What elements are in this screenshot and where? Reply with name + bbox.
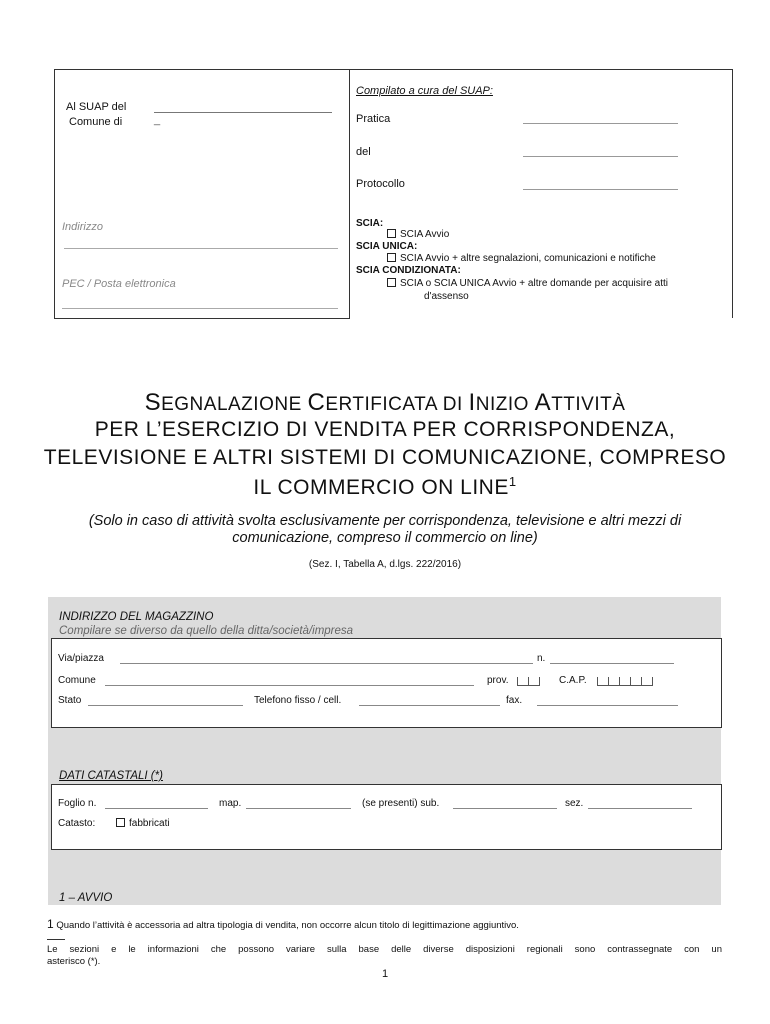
scia-label: SCIA:	[356, 218, 384, 229]
scia-condizionata-text: SCIA o SCIA UNICA Avvio + altre domande per acquisire atti	[400, 278, 669, 289]
footnote	[47, 917, 519, 931]
sub-label: (se presenti) sub.	[362, 798, 440, 809]
avvio-heading: 1 – AVVIO	[59, 892, 113, 904]
scia-avvio-option[interactable]	[387, 229, 449, 240]
sub-field[interactable]	[453, 808, 557, 809]
fax-label: fax.	[506, 695, 523, 706]
scia-unica-option[interactable]	[387, 253, 656, 264]
footnote-text: Quando l’attività è accessoria ad altra tipologia di vendita, non occorre alcun titolo di legittimazione aggiuntivo.	[56, 920, 519, 931]
n-field[interactable]	[550, 663, 674, 664]
map-label: map.	[219, 798, 242, 809]
protocollo-field[interactable]	[523, 189, 678, 190]
checkbox-icon[interactable]	[116, 818, 125, 827]
cap-field[interactable]	[597, 677, 653, 689]
fabbricati-text: fabbricati	[129, 818, 170, 829]
sez-field[interactable]	[588, 808, 692, 809]
map-field[interactable]	[246, 808, 351, 809]
foglio-label: Foglio n.	[58, 798, 97, 809]
checkbox-icon[interactable]	[387, 278, 396, 287]
del-label: del	[356, 146, 371, 158]
comune-row-field[interactable]	[105, 685, 474, 686]
footnote-divider	[47, 939, 65, 940]
compiled-by-heading: Compilato a cura del SUAP:	[356, 85, 493, 97]
indirizzo-label: Indirizzo	[62, 221, 103, 233]
comune-field[interactable]: _	[154, 114, 161, 126]
pec-field[interactable]	[62, 308, 338, 309]
footnote-number: 1	[47, 917, 54, 931]
scia-condizionata-text-2: d'assenso	[424, 291, 469, 302]
subtitle-line-1: (Solo in caso di attività svolta esclusivamente per corrispondenza, televisione e altri mezzi di	[88, 513, 682, 529]
stato-label: Stato	[58, 695, 82, 706]
subtitle-line-2: comunicazione, compreso il commercio on line)	[232, 530, 538, 546]
cap-label: C.A.P.	[559, 675, 587, 686]
document-title-line-3: TELEVISIONE E ALTRI SISTEMI DI COMUNICAZIONE, COMPRESO	[43, 446, 727, 469]
regional-note-line-2: asterisco (*).	[47, 956, 101, 967]
catasto-label: Catasto:	[58, 818, 96, 829]
checkbox-icon[interactable]	[387, 253, 396, 262]
regional-note-line-1: Le sezioni e le informazioni che possono variare sulla base delle diverse disposizioni regionali sono contrassegnate con un	[47, 944, 722, 955]
magazzino-note: Compilare se diverso da quello della ditta/società/impresa	[59, 625, 354, 637]
scia-condizionata-label: SCIA CONDIZIONATA:	[356, 265, 461, 276]
via-label: Via/piazza	[58, 653, 104, 664]
page-number: 1	[381, 968, 389, 980]
document-title-line-1: SEGNALAZIONE CERTIFICATA DI INIZIO ATTIVITÀ	[144, 389, 626, 416]
magazzino-heading: INDIRIZZO DEL MAGAZZINO	[59, 611, 214, 623]
legal-reference: (Sez. I, Tabella A, d.lgs. 222/2016)	[308, 559, 462, 570]
pratica-label: Pratica	[356, 113, 391, 125]
prov-field[interactable]	[517, 677, 540, 689]
footnote-ref: 1	[508, 474, 517, 489]
pec-label: PEC / Posta elettronica	[62, 278, 176, 290]
catastali-box	[51, 784, 722, 850]
scia-unica-text: SCIA Avvio + altre segnalazioni, comunicazioni e notifiche	[400, 253, 656, 264]
prov-label: prov.	[487, 675, 509, 686]
stato-field[interactable]	[88, 705, 243, 706]
sez-label: sez.	[565, 798, 584, 809]
indirizzo-field[interactable]	[64, 248, 338, 249]
comune-row-label: Comune	[58, 675, 96, 686]
fax-field[interactable]	[537, 705, 678, 706]
telefono-field[interactable]	[359, 705, 500, 706]
comune-label: Comune di	[69, 116, 123, 128]
document-title-line-4: IL COMMERCIO ON LINE$^1$	[253, 474, 517, 499]
scia-condizionata-option[interactable]	[387, 278, 668, 289]
fabbricati-option[interactable]	[116, 818, 170, 829]
suap-label: Al SUAP del	[66, 101, 127, 113]
suap-field[interactable]	[154, 112, 332, 113]
pratica-field[interactable]	[523, 123, 678, 124]
checkbox-icon[interactable]	[387, 229, 396, 238]
protocollo-label: Protocollo	[356, 178, 405, 190]
del-field[interactable]	[523, 156, 678, 157]
via-field[interactable]	[120, 663, 533, 664]
n-label: n.	[537, 653, 546, 664]
scia-avvio-text: SCIA Avvio	[400, 229, 450, 240]
telefono-label: Telefono fisso / cell.	[254, 695, 342, 706]
foglio-field[interactable]	[105, 808, 208, 809]
document-title-line-2: PER L’ESERCIZIO DI VENDITA PER CORRISPONDENZA,	[94, 418, 676, 441]
scia-unica-label: SCIA UNICA:	[356, 241, 418, 252]
catastali-heading: DATI CATASTALI (*)	[59, 770, 163, 782]
